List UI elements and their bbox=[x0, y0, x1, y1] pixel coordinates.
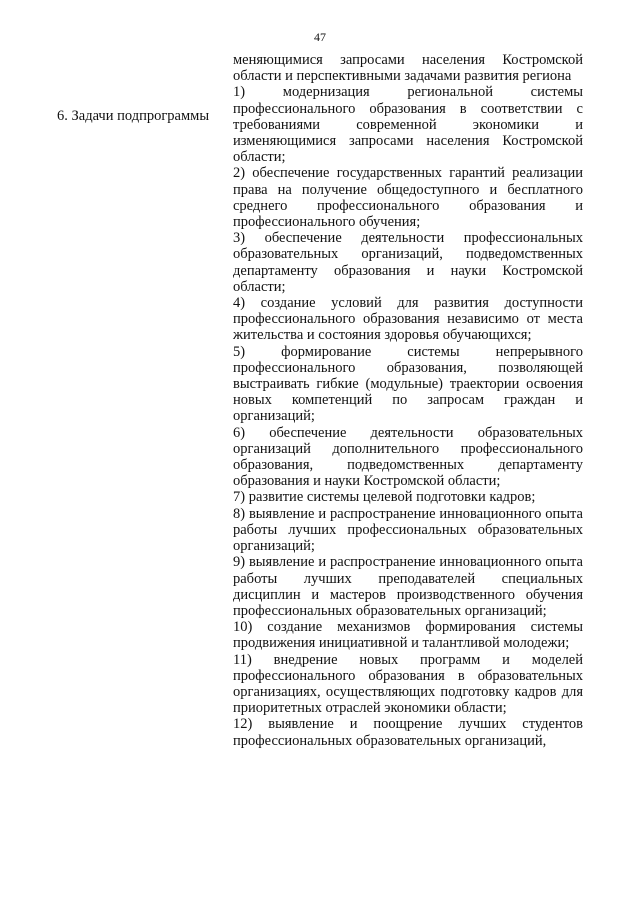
task-item-2: 2) обеспечение государственных гарантий реализации права на получение общедоступного и бесплатного среднего профессионального образования и профессионального обучения; bbox=[233, 165, 583, 231]
task-item-1: 1) модернизация региональной системы профессионального образования в соответствии с требованиями современной экономики и изменяющимися запросами населения Костромской области; bbox=[233, 84, 583, 166]
task-item-5: 5) формирование системы непрерывного профессионального образования, позволяющей выстраивать гибкие (модульные) траектории освоения новых компетенций по запросам граждан и организаций; bbox=[233, 343, 583, 425]
page-number: 47 bbox=[314, 30, 326, 44]
task-item-10: 10) создание механизмов формирования системы продвижения инициативной и талантливой молодежи; bbox=[233, 619, 583, 652]
task-item-11: 11) внедрение новых программ и моделей профессионального образования в образовательных организациях, осуществляющих подготовку кадров для приоритетных отраслей экономики области; bbox=[233, 651, 583, 717]
task-item-12: 12) выявление и поощрение лучших студентов профессиональных образовательных организаций, bbox=[233, 716, 583, 749]
section-label: 6. Задачи подпрограммы bbox=[57, 108, 210, 124]
section-content bbox=[233, 52, 583, 749]
task-item-4: 4) создание условий для развития доступности профессионального образования независимо от места жительства и состояния здоровья обучающихся; bbox=[233, 295, 583, 344]
task-item-9: 9) выявление и распространение инновационного опыта работы лучших преподавателей специальных дисциплин и мастеров производственного обучения профессиональных образовательных организаций; bbox=[233, 554, 583, 619]
task-item-7: 7) развитие системы целевой подготовки кадров; bbox=[233, 489, 536, 506]
task-item-8: 8) выявление и распространение инновационного опыта работы лучших профессиональных образовательных организаций; bbox=[233, 505, 583, 555]
task-item-3: 3) обеспечение деятельности профессиональных образовательных организаций, подведомственных департаменту образования и науки Костромской области; bbox=[233, 230, 583, 295]
paragraph-continuation: меняющимися запросами населения Костромской области и перспективными задачами развития региона bbox=[233, 52, 583, 85]
task-item-6: 6) обеспечение деятельности образовательных организаций дополнительного профессионального образования, подведомственных департаменту образования и науки Костромской области; bbox=[233, 424, 583, 490]
